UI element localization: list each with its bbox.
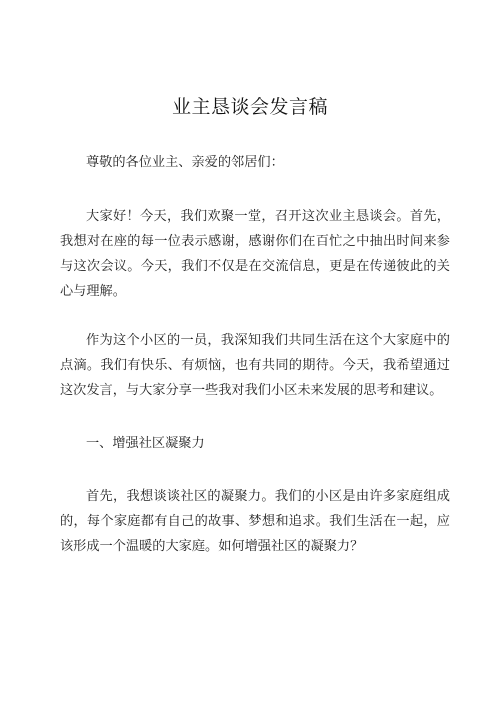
section-paragraph: 首先，我想谈谈社区的凝聚力。我们的小区是由许多家庭组成的，每个家庭都有自己的故事、梦想和追求。我们生活在一起，应该形成一个温暖的大家庭。如何增强社区的凝聚力？ [60, 489, 450, 554]
page-title: 业主恳谈会发言稿 [171, 96, 328, 118]
greeting-paragraph: 尊敬的各位业主、亲爱的邻居们： [86, 155, 284, 170]
member-paragraph: 作为这个小区的一员，我深知我们共同生活在这个大家庭中的点滴。我们有快乐、有烦恼，也有共同的期待。今天，我希望通过这次发言，与大家分享一些我对我们小区未来发展的思考和建议。 [60, 333, 450, 398]
section-heading: 一、增强社区凝聚力 [86, 436, 205, 451]
intro-paragraph: 大家好！今天，我们欢聚一堂，召开这次业主恳谈会。首先，我想对在座的每一位表示感谢，感谢你们在百忙之中抽出时间来参与这次会议。今天，我们不仅是在交流信息，更是在传递彼此的关心与理解。 [60, 209, 450, 299]
